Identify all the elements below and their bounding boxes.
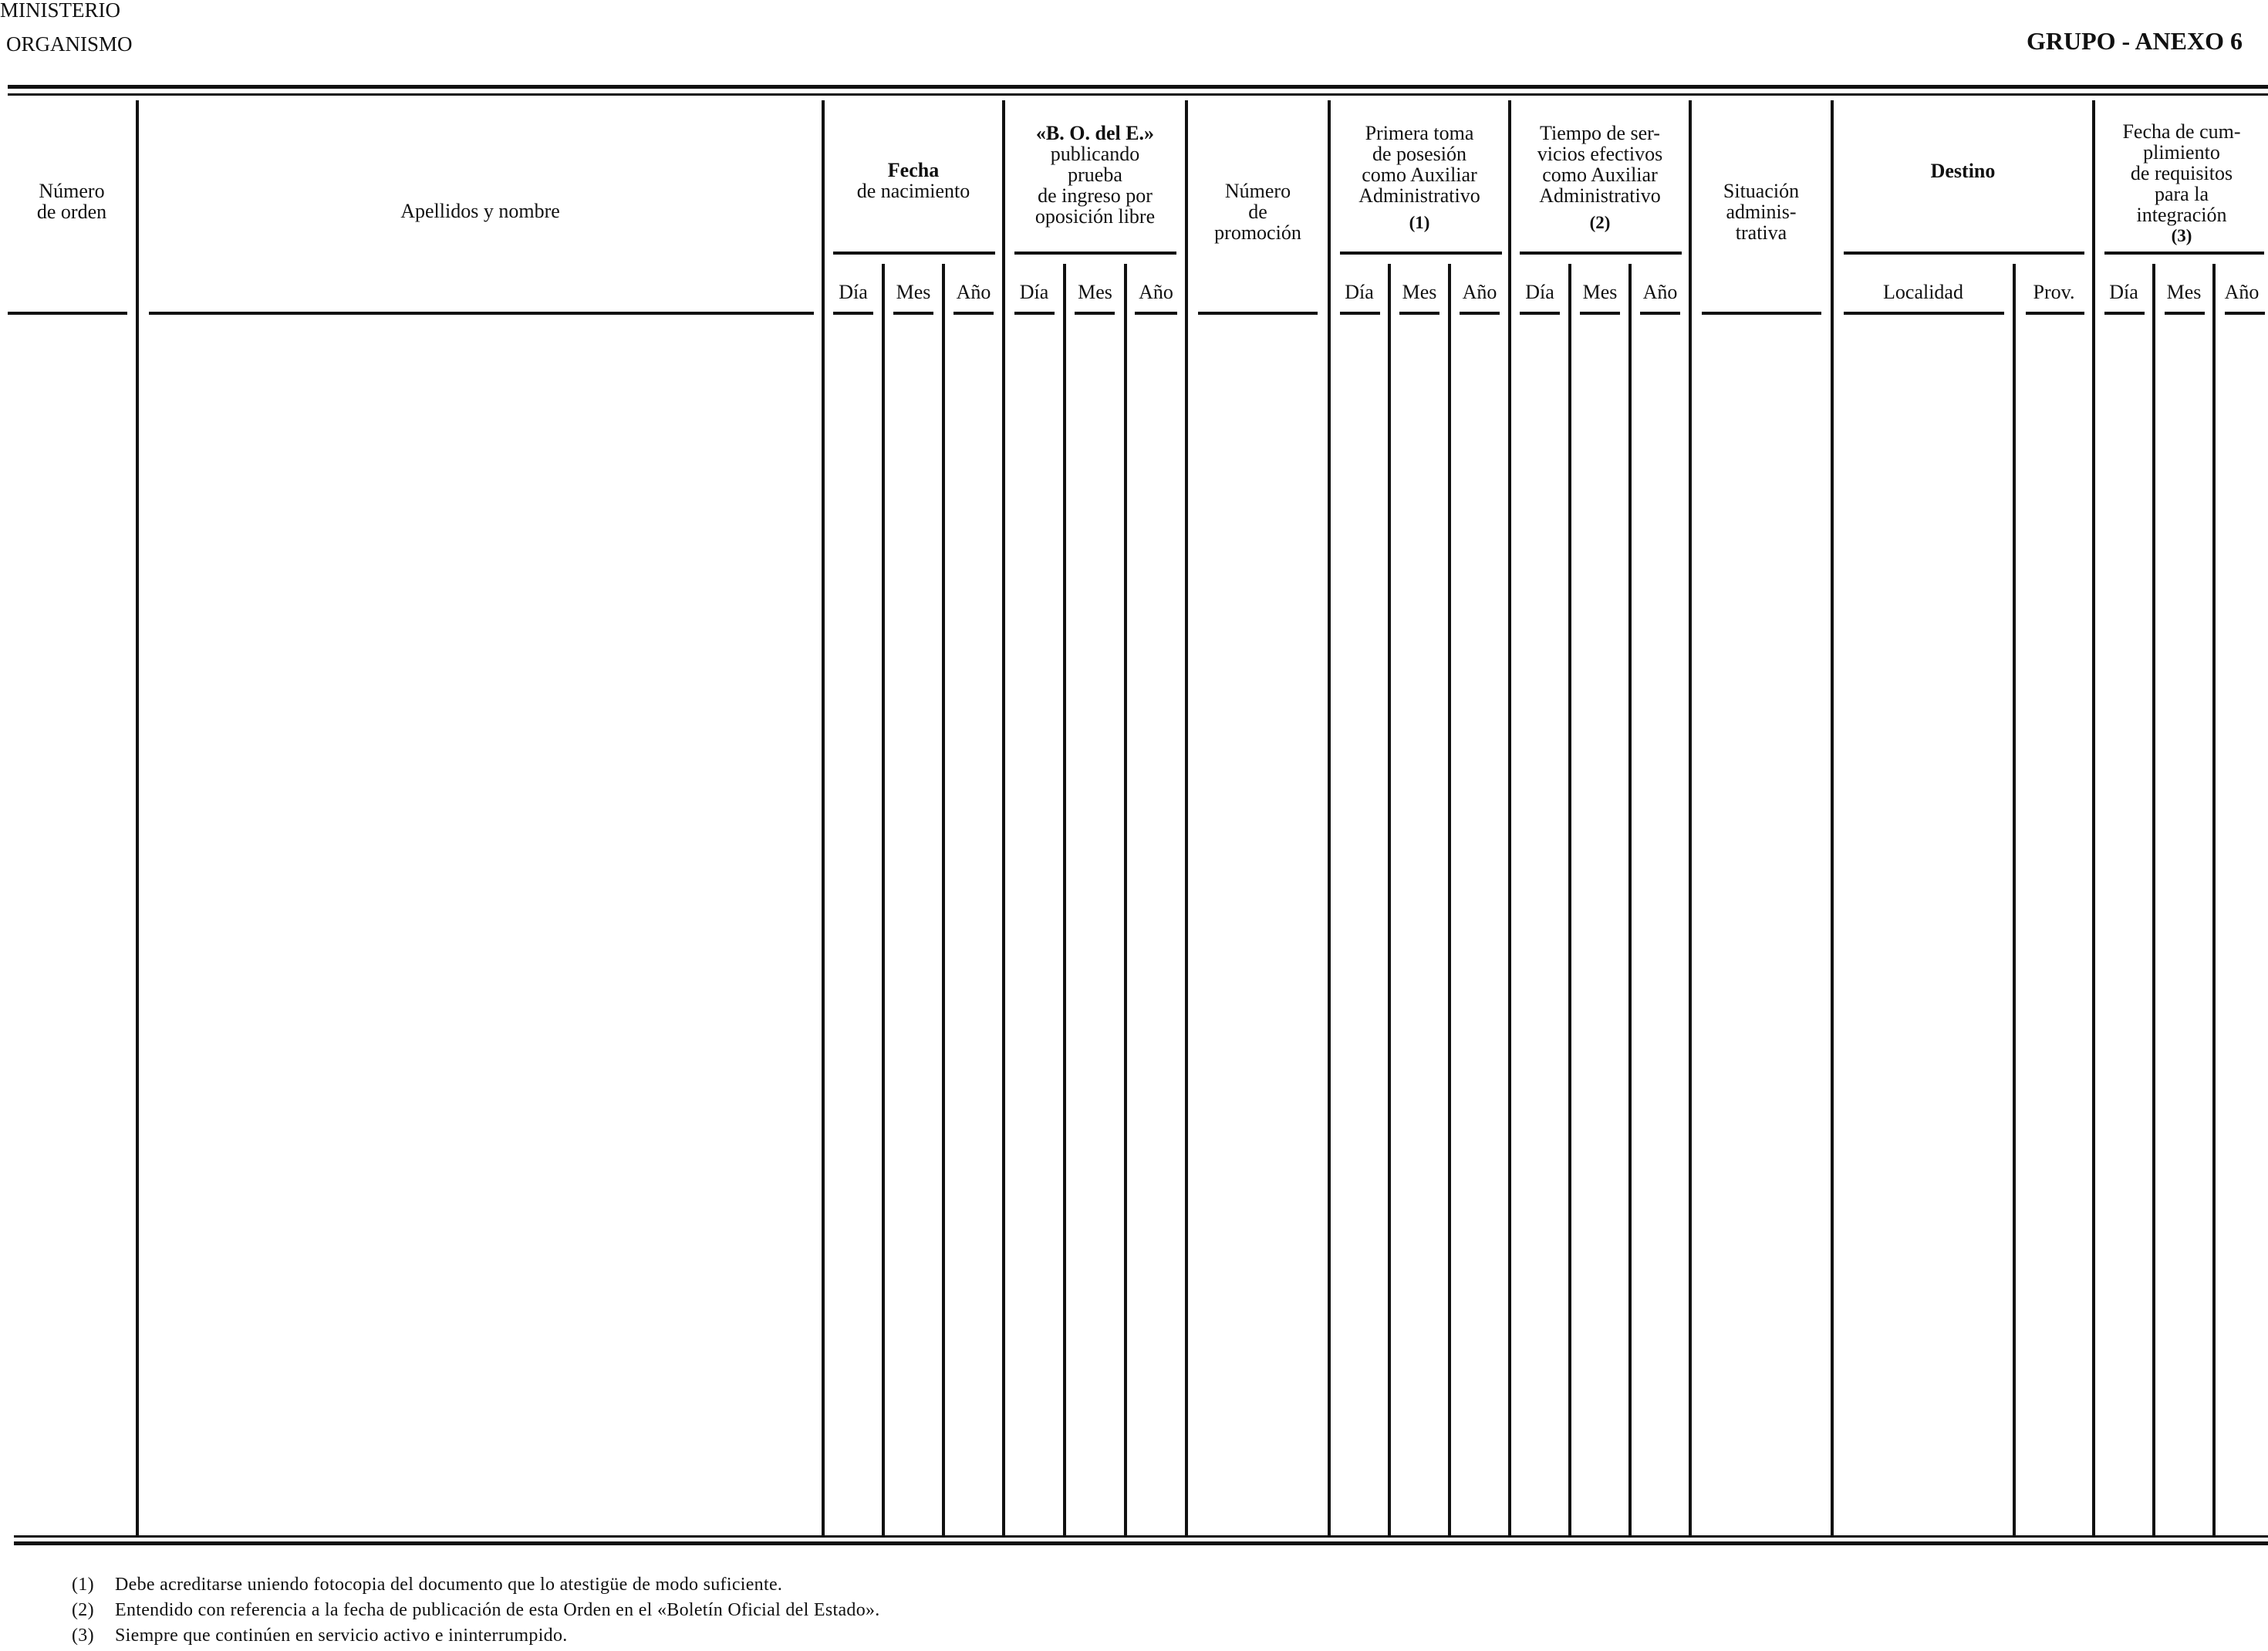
group-subrule xyxy=(1844,252,2084,255)
footnote-ref: (1) xyxy=(1409,213,1430,232)
subcolumn-divider xyxy=(1124,264,1127,1535)
header-underline xyxy=(2225,312,2265,315)
header-tiempo-servicios xyxy=(1511,123,1689,233)
header-underline xyxy=(1640,312,1680,315)
header-line: Administrativo xyxy=(1539,184,1661,207)
header-line: integración xyxy=(2136,204,2227,226)
header-line: Número xyxy=(1224,180,1291,202)
header-numero-promocion xyxy=(1188,181,1328,243)
subcolumn-divider xyxy=(2212,264,2216,1535)
subheader-mes: Mes xyxy=(1582,281,1618,303)
header-underline xyxy=(2026,312,2084,315)
header-underline xyxy=(2165,312,2205,315)
header-underline xyxy=(1340,312,1380,315)
subheader-anio: Año xyxy=(1462,281,1497,303)
footnote-ref: (3) xyxy=(2171,226,2192,245)
subheader-anio: Año xyxy=(2224,281,2260,303)
header-line: Primera toma xyxy=(1365,122,1474,144)
header-underline xyxy=(8,312,127,315)
header-line: trativa xyxy=(1735,221,1787,244)
header-underline xyxy=(1844,312,2004,315)
header-line: Número xyxy=(39,180,105,202)
header-line: como Auxiliar xyxy=(1362,164,1477,186)
column-divider xyxy=(2092,100,2095,1535)
bottom-rule-thin xyxy=(14,1535,2268,1538)
header-underline xyxy=(1399,312,1439,315)
subcolumn-divider xyxy=(1388,264,1391,1535)
header-underline xyxy=(953,312,994,315)
subheader-anio: Año xyxy=(1139,281,1173,303)
header-underline xyxy=(1702,312,1821,315)
column-divider xyxy=(1185,100,1188,1535)
column-divider xyxy=(1508,100,1511,1535)
subcolumn-divider xyxy=(1448,264,1451,1535)
subcolumn-divider xyxy=(2013,264,2016,1535)
subheader-provincia: Prov. xyxy=(2033,281,2075,303)
subcolumn-divider xyxy=(1063,264,1066,1535)
column-divider xyxy=(1831,100,1834,1535)
subheader-mes: Mes xyxy=(1078,281,1112,303)
grupo-anexo-label: GRUPO - ANEXO 6 xyxy=(2027,27,2243,55)
subheader-mes: Mes xyxy=(896,281,931,303)
subcolumn-divider xyxy=(942,264,945,1535)
group-subrule xyxy=(2104,252,2264,255)
header-line: de requisitos xyxy=(2130,162,2233,184)
header-underline xyxy=(1520,312,1560,315)
header-line: Fecha de cum- xyxy=(2122,120,2241,143)
subcolumn-divider xyxy=(2152,264,2155,1535)
top-rule-thick xyxy=(8,85,2268,89)
header-underline xyxy=(1198,312,1318,315)
header-line: «B. O. del E.» xyxy=(1035,122,1155,144)
group-subrule xyxy=(1520,252,1682,255)
group-subrule xyxy=(1340,252,1502,255)
header-line: publicando xyxy=(1050,143,1140,165)
header-line: Administrativo xyxy=(1358,184,1480,207)
header-line: para la xyxy=(2154,183,2209,205)
bottom-rule-thick xyxy=(14,1541,2268,1545)
group-subrule xyxy=(833,252,995,255)
subheader-localidad: Localidad xyxy=(1883,281,1963,303)
top-rule-thin xyxy=(8,93,2268,96)
header-line: de nacimiento xyxy=(856,180,970,202)
header-underline xyxy=(893,312,933,315)
column-divider xyxy=(1328,100,1331,1535)
subheader-dia: Día xyxy=(1525,281,1554,303)
subheader-anio: Año xyxy=(956,281,991,303)
header-line: Fecha xyxy=(887,159,940,181)
subheader-mes: Mes xyxy=(1402,281,1437,303)
header-underline xyxy=(1460,312,1500,315)
group-subrule xyxy=(1014,252,1176,255)
column-divider xyxy=(1689,100,1692,1535)
header-line: prueba xyxy=(1068,164,1122,186)
header-primera-toma xyxy=(1331,123,1508,233)
footnote-number: (3) xyxy=(72,1626,94,1646)
header-underline xyxy=(1075,312,1115,315)
subheader-dia: Día xyxy=(2109,281,2138,303)
header-line: plimiento xyxy=(2143,141,2220,164)
header-line: de orden xyxy=(36,201,107,223)
subheader-dia: Día xyxy=(1345,281,1374,303)
header-line: vicios efectivos xyxy=(1537,143,1663,165)
footnote-text: Entendido con referencia a la fecha de publicación de esta Orden en el «Boletín Oficial del Estado». xyxy=(115,1600,880,1620)
header-line: adminis- xyxy=(1726,201,1797,223)
footnote-ref: (2) xyxy=(1589,213,1611,232)
header-destino: Destino xyxy=(1930,160,1996,182)
header-fecha-cumplimiento xyxy=(2095,121,2268,246)
footnote-text: Siempre que continúen en servicio activo e ininterrumpido. xyxy=(115,1626,568,1646)
header-underline xyxy=(833,312,873,315)
header-underline xyxy=(1580,312,1620,315)
header-underline xyxy=(1014,312,1055,315)
header-line: como Auxiliar xyxy=(1542,164,1658,186)
subheader-anio: Año xyxy=(1642,281,1678,303)
header-line: promoción xyxy=(1214,221,1301,244)
header-line: Situación xyxy=(1723,180,1800,202)
footnote-text: Debe acreditarse uniendo fotocopia del documento que lo atestigüe de modo suficiente. xyxy=(115,1575,783,1595)
subheader-dia: Día xyxy=(839,281,868,303)
header-situacion xyxy=(1692,181,1831,243)
column-divider xyxy=(136,100,139,1535)
footnote xyxy=(72,1601,880,1619)
subcolumn-divider xyxy=(1568,264,1571,1535)
subheader-mes: Mes xyxy=(2166,281,2202,303)
header-underline xyxy=(1135,312,1177,315)
subheader-dia: Día xyxy=(1019,281,1049,303)
footnote-number: (1) xyxy=(72,1575,94,1595)
header-line: de posesión xyxy=(1372,143,1467,165)
header-line: de ingreso por xyxy=(1038,184,1153,207)
header-line: Tiempo de ser- xyxy=(1540,122,1660,144)
header-line: de xyxy=(1248,201,1267,223)
column-divider xyxy=(1002,100,1005,1535)
header-fecha-nacimiento xyxy=(825,160,1002,201)
header-line: oposición libre xyxy=(1034,205,1156,228)
header-underline xyxy=(2104,312,2145,315)
organismo-label: ORGANISMO xyxy=(6,32,133,56)
header-boe xyxy=(1005,123,1185,227)
ministerio-label: MINISTERIO xyxy=(0,0,120,22)
footnote xyxy=(72,1626,568,1645)
column-divider xyxy=(822,100,825,1535)
header-numero-orden xyxy=(8,181,136,222)
subcolumn-divider xyxy=(882,264,885,1535)
subcolumn-divider xyxy=(1628,264,1632,1535)
footnote xyxy=(72,1575,782,1594)
footnote-number: (2) xyxy=(72,1600,94,1620)
header-apellidos: Apellidos y nombre xyxy=(400,200,560,222)
header-underline xyxy=(149,312,814,315)
